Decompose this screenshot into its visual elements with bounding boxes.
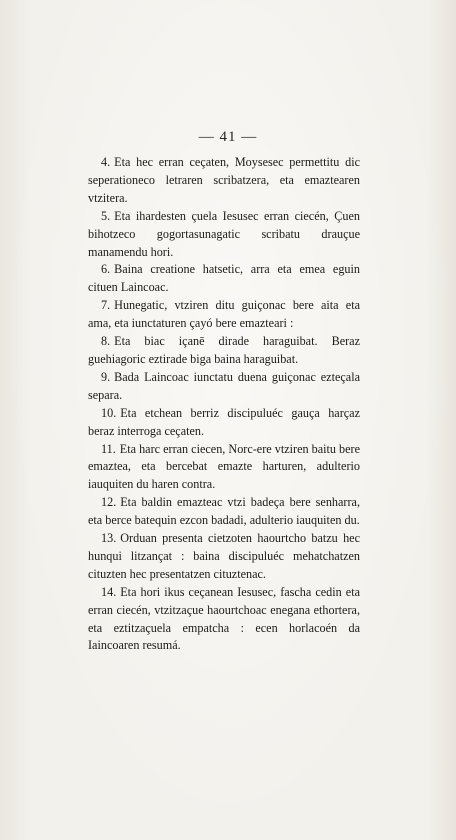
- verse-number: 5.: [101, 208, 111, 223]
- verse-text: Eta biac içanē dirade haraguibat. Beraz guehiagoric eztirade biga baina haraguibat.: [88, 334, 360, 366]
- verse: [88, 297, 360, 333]
- verse: [88, 208, 360, 262]
- verse-text: Eta etchean berriz discipuluéc gauça harçaz beraz interroga ceçaten.: [88, 405, 360, 438]
- text-body: [88, 154, 360, 655]
- verse-number: 6.: [101, 262, 111, 277]
- verse-text: Orduan presenta cietzoten haourtcho batzu hec hunqui litzançat : baina discipuluéc mehatchatzen cituzten hec presentatzen cituztenac.: [88, 531, 360, 581]
- verse-number: 14.: [101, 584, 117, 599]
- verse-text: Baina creatione hatsetic, arra eta emea eguin cituen Laincoac.: [88, 262, 360, 295]
- verse-number: 8.: [101, 334, 111, 349]
- verse: [88, 441, 360, 495]
- verse-number: 7.: [101, 298, 111, 313]
- verse-number: 9.: [101, 369, 111, 384]
- verse-text: Hunegatic, vtziren ditu guiçonac bere aita eta ama, eta iunctaturen çayó bere emazteari :: [88, 298, 360, 331]
- verse-text: Eta baldin emazteac vtzi badeça bere senharra, eta berce batequin ezcon badadi, adulterio iauquiten du.: [88, 495, 360, 528]
- verse: [88, 261, 360, 297]
- verse: [88, 405, 360, 441]
- verse: [88, 154, 360, 208]
- verse-number: 10.: [101, 405, 117, 420]
- verse-text: Bada Laincoac iunctatu duena guiçonac ezteçala separa.: [88, 369, 360, 402]
- verse-number: 11.: [101, 441, 116, 456]
- page-number: — 41 —: [198, 129, 258, 145]
- verse-text: Eta harc erran ciecen, Norc-ere vtziren baitu bere emaztea, eta bercebat emazte harturen, adulterio iauquiten du haren contra.: [88, 441, 361, 492]
- verse-text: Eta ihardesten çuela Iesusec erran ciecén, Çuen bihotzeco gogortasunagatic scribatu drauçue manamendu hori.: [88, 208, 360, 259]
- verse: [88, 333, 360, 369]
- verse-number: 12.: [101, 495, 117, 510]
- verse-text: Eta hec erran ceçaten, Moysesec permettitu dic seperationeco letraren scribatzera, eta emaztearen vtzitera.: [88, 155, 360, 205]
- verse-number: 4.: [101, 155, 111, 169]
- verse-text: Eta hori ikus ceçanean Iesusec, fascha cedin eta erran ciecén, vtzitzaçue haourtchoac enegana ethortera, eta eztitzaçuela empatcha : ecen horlacoén da Iaincoaren resumá.: [88, 584, 360, 653]
- verse: [88, 530, 360, 584]
- verse: [88, 494, 360, 530]
- verse: [88, 369, 360, 405]
- verse: [88, 584, 360, 656]
- verse-number: 13.: [101, 531, 117, 546]
